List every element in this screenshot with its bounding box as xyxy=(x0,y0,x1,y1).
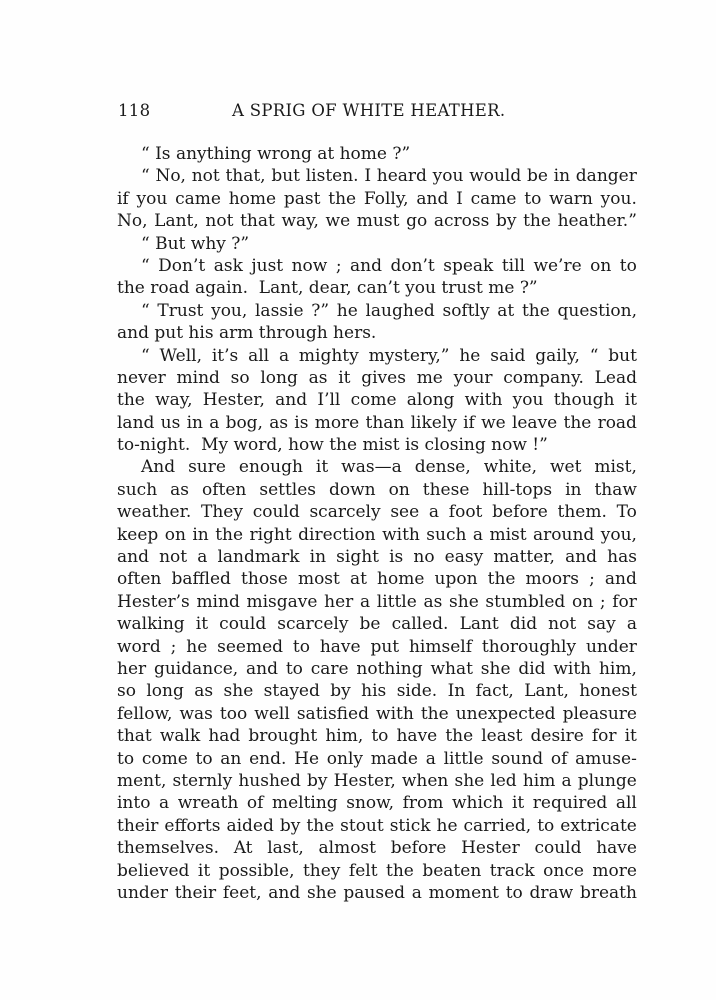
text-line: under their feet, and she paused a moment to draw breath xyxy=(117,882,637,903)
text-line: “ Is anything wrong at home ?” xyxy=(141,144,411,164)
page-number: 118 xyxy=(118,101,151,120)
text-line: such as often settles down on these hill-tops in thaw xyxy=(117,479,637,500)
text-line: “ Trust you, lassie ?” he laughed softly at the question, xyxy=(141,300,637,321)
text-line: word ; he seemed to have put himself thoroughly under xyxy=(117,636,637,657)
text-line: And sure enough it was—a dense, white, wet mist, xyxy=(141,457,637,478)
text-line: and put his arm through hers. xyxy=(117,323,377,344)
text-line: “ Don’t ask just now ; and don’t speak till we’re on to xyxy=(141,255,637,276)
text-line: land us in a bog, as is more than likely if we leave the road xyxy=(117,412,637,433)
text-line: to come to an end. He only made a little sound of amuse- xyxy=(117,748,637,769)
text-line: into a wreath of melting snow, from which it required all xyxy=(117,793,637,814)
text-line: to-night. My word, how the mist is closing now !” xyxy=(117,435,548,456)
text-line: never mind so long as it gives me your company. Lead xyxy=(117,367,637,388)
text-line: “ No, not that, but listen. I heard you would be in danger xyxy=(141,166,637,187)
text-line: so long as she stayed by his side. In fact, Lant, honest xyxy=(117,681,637,702)
text-line: the road again. Lant, dear, can’t you trust me ?” xyxy=(117,278,538,299)
text-line: keep on in the right direction with such a mist around you, xyxy=(117,524,637,545)
text-line: Hester’s mind misgave her a little as she stumbled on ; for xyxy=(117,591,637,612)
text-line: weather. They could scarcely see a foot before them. To xyxy=(117,502,637,523)
text-line: “ But why ?” xyxy=(141,233,250,254)
text-line: that walk had brought him, to have the least desire for it xyxy=(117,726,637,747)
text-line: themselves. At last, almost before Hester could have xyxy=(117,838,637,859)
text-line: walking it could scarcely be called. Lant did not say a xyxy=(117,614,637,635)
text-line: her guidance, and to care nothing what she did with him, xyxy=(117,658,637,679)
text-line: ment, sternly hushed by Hester, when she led him a plunge xyxy=(117,770,637,791)
text-line: believed it possible, they felt the beaten track once more xyxy=(117,860,637,881)
text-line: No, Lant, not that way, we must go across by the heather.” xyxy=(117,211,637,232)
text-line: often baffled those most at home upon the moors ; and xyxy=(117,569,637,590)
text-line: their efforts aided by the stout stick he carried, to extricate xyxy=(117,815,637,836)
text-line: fellow, was too well satisfied with the unexpected pleasure xyxy=(117,703,637,724)
text-line: the way, Hester, and I’ll come along with you though it xyxy=(117,390,637,411)
running-title: A SPRIG OF WHITE HEATHER. xyxy=(232,101,506,120)
body-text xyxy=(117,143,637,904)
text-line: “ Well, it’s all a mighty mystery,” he said gaily, “ but xyxy=(141,345,637,366)
page-header xyxy=(118,101,518,123)
text-line: if you came home past the Folly, and I came to warn you. xyxy=(117,188,637,209)
text-line: and not a landmark in sight is no easy matter, and has xyxy=(117,547,637,568)
